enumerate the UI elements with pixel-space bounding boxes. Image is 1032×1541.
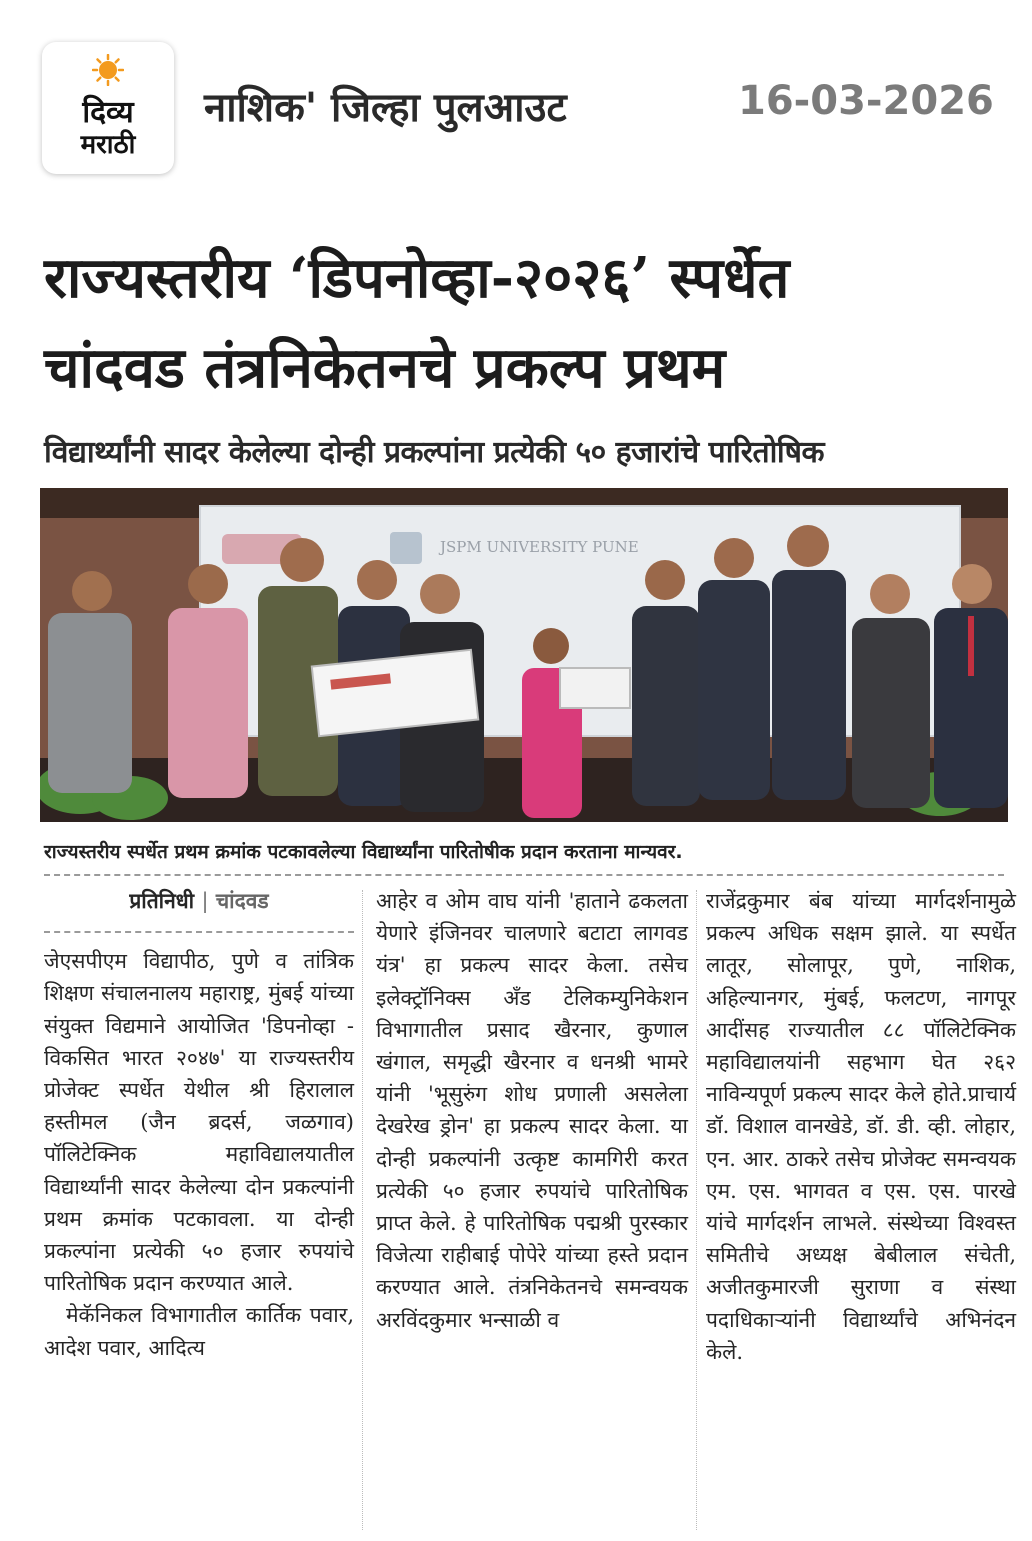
photo-caption: राज्यस्तरीय स्पर्धेत प्रथम क्रमांक पटकावलेल्या विद्यार्थ्यांना पारितोषीक प्रदान करताना मान्यवर. bbox=[44, 841, 683, 863]
edition-date: 16-03-2026 bbox=[738, 78, 994, 124]
logo-text-line1: दिव्य bbox=[82, 95, 134, 130]
column2-text: आहेर व ओम वाघ यांनी 'हाताने ढकलता येणारे इंजिनवर चालणारे बटाटा लागवड यंत्र' हा प्रकल्प सादर केला. तसेच इलेक्ट्रॉनिक्स अँड टेलिकम्युनिकेशन विभागातील प्रसाद खैरनार, कुणाल खंगाल, समृद्धी खैरनार व धनश्री भामरे यांनी 'भूसुरुंग शोध प्रणाली असलेला देखरेख ड्रोन' हा प्रकल्प सादर केला. या दोन्ही प्रकल्पांनी उत्कृष्ट कामगिरी करत प्रत्येकी ५० हजार रुपयांचे पारितोषिक प्राप्त केले. हे पारितोषिक पद्मश्री पुरस्कार विजेत्या राहीबाई पोपेरे यांच्या हस्ते प्रदान करण्यात आले. तंत्रनिकेतनचे समन्वयक अरविंदकुमार भन्साळी व bbox=[376, 889, 688, 1332]
subheadline: विद्यार्थ्यांनी सादर केलेल्या दोन्ही प्रकल्पांना प्रत्येकी ५० हजारांचे पारितोषिक bbox=[44, 435, 825, 470]
column1-paragraph1: जेएसपीएम विद्यापीठ, पुणे व तांत्रिक शिक्षण संचालनालय महाराष्ट्र, मुंबई यांच्या संयुक्त विद्यमाने आयोजित 'डिपनोव्हा - विकसित भारत २०४७' या राज्यस्तरीय प्रोजेक्ट स्पर्धेत येथील श्री हिरालाल हस्तीमल (जैन ब्रदर्स, जळगाव) पॉलिटेक्निक महाविद्यालयातील विद्यार्थ्यांनी सादर केलेल्या दोन प्रकल्पांनी प्रथम क्रमांक पटकावला. या दोन्ही प्रकल्पांना प्रत्येकी ५० हजार रुपयांचे पारितोषिक प्रदान करण्यात आले. bbox=[44, 949, 354, 1296]
banner-text: JSPM UNIVERSITY PUNE bbox=[440, 538, 639, 556]
sun-icon bbox=[92, 54, 124, 86]
byline bbox=[44, 885, 354, 917]
edition-title: नाशिक' जिल्हा पुलआउट bbox=[204, 85, 567, 131]
logo-text-line2: मराठी bbox=[80, 130, 136, 160]
top-bar bbox=[0, 0, 1032, 190]
divya-marathi-logo[interactable] bbox=[42, 42, 174, 174]
article-column-2 bbox=[376, 885, 688, 1336]
caption-divider bbox=[44, 874, 1004, 876]
article-column-3 bbox=[706, 885, 1016, 1368]
byline-separator: | bbox=[201, 889, 209, 913]
headline-line2: चांदवड तंत्रनिकेतनचे प्रकल्प प्रथम bbox=[44, 335, 726, 401]
byline-place: चांदवड bbox=[215, 889, 269, 913]
headline-line1: राज्यस्तरीय ‘डिपनोव्हा-२०२६’ स्पर्धेत bbox=[44, 245, 790, 311]
column3-text: राजेंद्रकुमार बंब यांच्या मार्गदर्शनामुळे प्रकल्प अधिक सक्षम झाले. या स्पर्धेत लातूर, सोलापूर, पुणे, नाशिक, अहिल्यानगर, मुंबई, फलटण, नागपूर आदींसह राज्यातील ८८ पॉलिटेक्निक महाविद्यालयांनी सहभाग घेत २६२ नाविन्यपूर्ण प्रकल्प सादर केले होते.प्राचार्य डॉ. विशाल वानखेडे, डॉ. डी. व्ही. लोहार, एन. आर. ठाकरे तसेच प्रोजेक्ट समन्वयक एम. एस. भागवत व एस. एस. पारखे यांचे मार्गदर्शन लाभले. संस्थेच्या विश्वस्त समितीचे अध्यक्ष बेबीलाल संचेती, अजीतकुमारजी सुराणा व संस्था पदाधिकाऱ्यांनी विद्यार्थ्यांचे अभिनंदन केले. bbox=[706, 889, 1016, 1364]
award-ceremony-illustration bbox=[40, 488, 1008, 822]
column-divider-2 bbox=[696, 890, 697, 1530]
column1-paragraph2: मेकॅनिकल विभागातील कार्तिक पवार, आदेश पवार, आदित्य bbox=[44, 1303, 354, 1360]
byline-label: प्रतिनिधी bbox=[129, 889, 195, 913]
column-divider-1 bbox=[362, 890, 363, 1530]
byline-divider bbox=[44, 931, 354, 933]
article-photo[interactable] bbox=[40, 488, 1008, 822]
article-column-1 bbox=[44, 885, 354, 1364]
